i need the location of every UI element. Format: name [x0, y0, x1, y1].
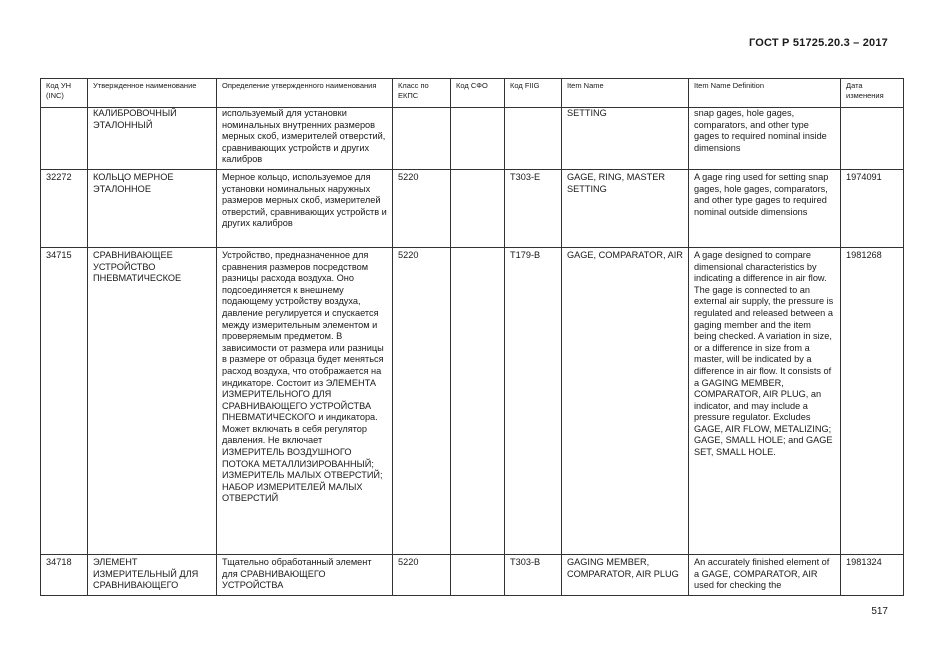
column-header-ekps: Класс по ЕКПС: [393, 79, 451, 108]
cell-date: 1974091: [841, 169, 904, 247]
cell-sfo: [451, 247, 505, 554]
table-row: [41, 108, 904, 170]
cell-item-definition: A gage designed to compare dimensional characteristics by indicating a difference in air flow. The gage is connected to an external air supply, the pressure is regulated and released between a gaging member and the item being checked. A variation in size, or a difference in size from a master, will be indicated by a difference in air flow. It consists of a GAGING MEMBER, COMPARATOR, AIR PLUG, an indicator, and may include a pressure regulator. Excludes GAGE, AIR FLOW, METALIZING; GAGE, SMALL HOLE; and GAGE SET, SMALL HOLE.: [689, 247, 841, 554]
cell-definition: Устройство, предназначенное для сравнения размеров посредством разницы расхода воздуха. Оно подсоединяется к внешнему подающему устройству воздуха, давление регулируется и спускается между измерительным элементом и проверяемым предметом. В зависимости от размера или разницы в размере от образца будет меняться расход воздуха, что отображается на индикаторе. Состоит из ЭЛЕМЕНТА ИЗМЕРИТЕЛЬНОГО ДЛЯ СРАВНИВАЮЩЕГО УСТРОЙСТВА ПНЕВМАТИЧЕСКОГО и индикатора. Может включать в себя регулятор давления. Не включает ИЗМЕРИТЕЛЬ ВОЗДУШНОГО ПОТОКА МЕТАЛЛИЗИРОВАННЫЙ; ИЗМЕРИТЕЛЬ МАЛЫХ ОТВЕРСТИЙ; НАБОР ИЗМЕРИТЕЛЕЙ МАЛЫХ ОТВЕРСТИЙ: [217, 247, 393, 554]
cell-fiig: T303-E: [505, 169, 562, 247]
table-header-row: [41, 79, 904, 108]
cell-definition: Мерное кольцо, используемое для установки номинальных наружных размеров мерных скоб, измерителей отверстий, сравнивающих устройств и других калибров: [217, 169, 393, 247]
column-header-definition: Определение утвержденного наименования: [217, 79, 393, 108]
table-row: [41, 247, 904, 554]
column-header-sfo: Код СФО: [451, 79, 505, 108]
cell-code: 34715: [41, 247, 88, 554]
cell-ekps: 5220: [393, 247, 451, 554]
table-row: [41, 169, 904, 247]
cell-definition: Тщательно обработанный элемент для СРАВНИВАЮЩЕГО УСТРОЙСТВА: [217, 554, 393, 595]
cell-fiig: T303-B: [505, 554, 562, 595]
cell-name: ЭЛЕМЕНТ ИЗМЕРИТЕЛЬНЫЙ ДЛЯ СРАВНИВАЮЩЕГО: [88, 554, 217, 595]
column-header-item-name: Item Name: [562, 79, 689, 108]
cell-code: 34718: [41, 554, 88, 595]
classification-table: [40, 78, 904, 596]
cell-date: 1981268: [841, 247, 904, 554]
cell-sfo: [451, 169, 505, 247]
cell-name: СРАВНИВАЮЩЕЕ УСТРОЙСТВО ПНЕВМАТИЧЕСКОЕ: [88, 247, 217, 554]
cell-date: [841, 108, 904, 170]
cell-item-name: GAGING MEMBER, COMPARATOR, AIR PLUG: [562, 554, 689, 595]
cell-ekps: [393, 108, 451, 170]
cell-date: 1981324: [841, 554, 904, 595]
cell-fiig: T179-B: [505, 247, 562, 554]
cell-item-definition: An accurately finished element of a GAGE, COMPARATOR, AIR used for checking the: [689, 554, 841, 595]
column-header-fiig: Код FIIG: [505, 79, 562, 108]
table-row: [41, 554, 904, 595]
cell-name: КАЛИБРОВОЧНЫЙ ЭТАЛОННЫЙ: [88, 108, 217, 170]
cell-fiig: [505, 108, 562, 170]
document-standard-header: ГОСТ Р 51725.20.3 – 2017: [748, 37, 888, 49]
column-header-change-date: Дата изменения: [841, 79, 904, 108]
cell-item-name: SETTING: [562, 108, 689, 170]
cell-sfo: [451, 554, 505, 595]
cell-item-definition: snap gages, hole gages, comparators, and other type gages to required nominal inside dimensions: [689, 108, 841, 170]
cell-code: 32272: [41, 169, 88, 247]
column-header-item-definition: Item Name Definition: [689, 79, 841, 108]
cell-definition: используемый для установки номинальных внутренних размеров мерных скоб, измерителей отверстий, сравнивающих устройств и других калибров: [217, 108, 393, 170]
cell-ekps: 5220: [393, 169, 451, 247]
cell-name: КОЛЬЦО МЕРНОЕ ЭТАЛОННОЕ: [88, 169, 217, 247]
column-header-approved-name: Утвержденное наименование: [88, 79, 217, 108]
page-number: 517: [871, 606, 888, 617]
cell-code: [41, 108, 88, 170]
cell-item-name: GAGE, RING, MASTER SETTING: [562, 169, 689, 247]
cell-sfo: [451, 108, 505, 170]
cell-item-name: GAGE, COMPARATOR, AIR: [562, 247, 689, 554]
column-header-inc: Код УН (INC): [41, 79, 88, 108]
cell-item-definition: A gage ring used for setting snap gages, hole gages, comparators, and other type gages to required nominal outside dimensions: [689, 169, 841, 247]
cell-ekps: 5220: [393, 554, 451, 595]
